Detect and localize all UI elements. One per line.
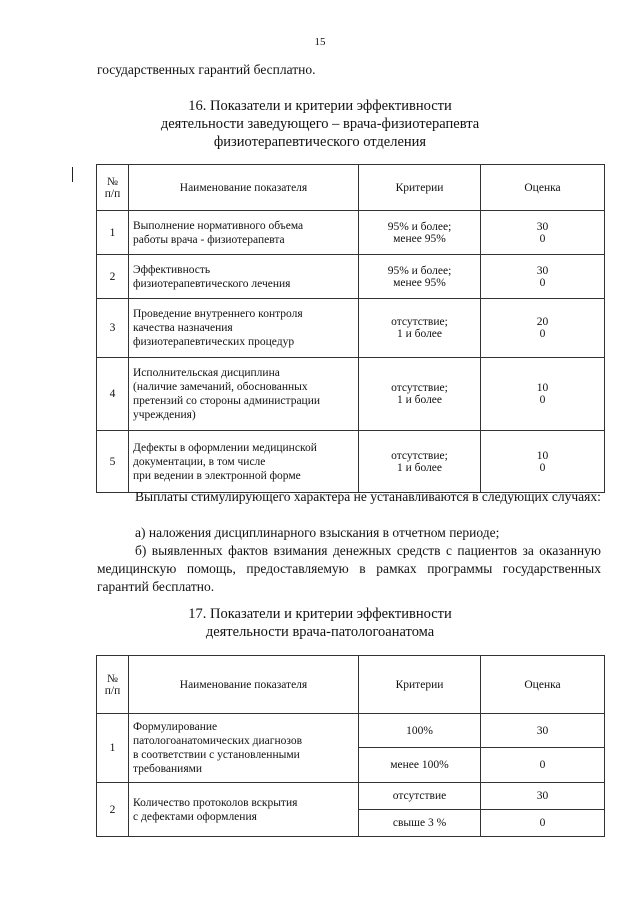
table-row [97, 714, 605, 748]
criteria-cell: свыше 3 % [359, 810, 481, 837]
score-cell: 0 [481, 810, 605, 837]
section-17-title-line-2: деятельности врача-патологоанатома [205, 624, 435, 640]
paragraph-item-b: б) выявленных фактов взимания денежных средств с пациентов за оказанную медицинскую помощь, предоставляемую в рамках программы государственных гарантий бесплатно. [97, 543, 601, 594]
paragraph-no-payments: Выплаты стимулирующего характера не устанавливаются в следующих случаях: [135, 489, 601, 504]
criteria-cell: отсутствие; 1 и более [359, 358, 481, 431]
col-header-score: Оценка [481, 656, 605, 714]
criteria-cell: отсутствие; 1 и более [359, 431, 481, 493]
indicator-name: Выполнение нормативного объема работы врача - физиотерапевта [129, 211, 359, 255]
col-header-score: Оценка [481, 165, 605, 211]
score-cell: 10 0 [481, 358, 605, 431]
indicator-name: Количество протоколов вскрытия с дефектами оформления [129, 783, 359, 837]
section-16-title-line-2: деятельности заведующего – врача-физиотерапевта [160, 116, 480, 132]
score-cell: 30 [481, 783, 605, 810]
continuation-line: государственных гарантий бесплатно. [97, 62, 316, 77]
criteria-cell: 95% и более; менее 95% [359, 211, 481, 255]
indicator-name: Проведение внутреннего контроля качества назначения физиотерапевтических процедур [129, 299, 359, 358]
indicator-name: Эффективность физиотерапевтического лечения [129, 255, 359, 299]
col-header-indicator: Наименование показателя [129, 165, 359, 211]
col-header-criteria: Критерии [359, 656, 481, 714]
indicator-name: Дефекты в оформлении медицинской документации, в том числе при ведении в электронной форме [129, 431, 359, 493]
score-cell: 30 0 [481, 255, 605, 299]
table-header-row [97, 656, 605, 714]
table-row [97, 211, 605, 255]
col-header-number: № п/п [97, 656, 129, 714]
indicator-name: Формулирование патологоанатомических диагнозов в соответствии с установленными требованиями [129, 714, 359, 783]
row-number: 4 [97, 358, 129, 431]
score-cell: 10 0 [481, 431, 605, 493]
section-16-title-line-1: 16. Показатели и критерии эффективности [188, 98, 452, 114]
criteria-cell: отсутствие; 1 и более [359, 299, 481, 358]
table-header-row [97, 165, 605, 211]
section-17-title-line-1: 17. Показатели и критерии эффективности [188, 606, 452, 622]
col-header-number: № п/п [97, 165, 129, 211]
score-cell: 30 0 [481, 211, 605, 255]
indicator-name: Исполнительская дисциплина (наличие замечаний, обоснованных претензий со стороны администрации учреждения) [129, 358, 359, 431]
score-cell: 30 [481, 714, 605, 748]
criteria-cell: отсутствие [359, 783, 481, 810]
paragraph-item-a: а) наложения дисциплинарного взыскания в отчетном периоде; [135, 525, 500, 540]
table-row [97, 255, 605, 299]
col-header-criteria: Критерии [359, 165, 481, 211]
criteria-cell: менее 100% [359, 748, 481, 783]
row-number: 2 [97, 255, 129, 299]
row-number: 3 [97, 299, 129, 358]
score-cell: 20 0 [481, 299, 605, 358]
row-number: 2 [97, 783, 129, 837]
table-row [97, 299, 605, 358]
margin-mark [72, 167, 73, 182]
section-16-table [96, 164, 605, 493]
score-cell: 0 [481, 748, 605, 783]
section-17-table [96, 655, 605, 837]
criteria-cell: 100% [359, 714, 481, 748]
row-number: 1 [97, 714, 129, 783]
table-row [97, 783, 605, 810]
row-number: 1 [97, 211, 129, 255]
page-number: 15 [314, 36, 326, 48]
row-number: 5 [97, 431, 129, 493]
col-header-indicator: Наименование показателя [129, 656, 359, 714]
table-row [97, 358, 605, 431]
criteria-cell: 95% и более; менее 95% [359, 255, 481, 299]
table-row [97, 431, 605, 493]
section-16-title-line-3: физиотерапевтического отделения [213, 134, 427, 150]
